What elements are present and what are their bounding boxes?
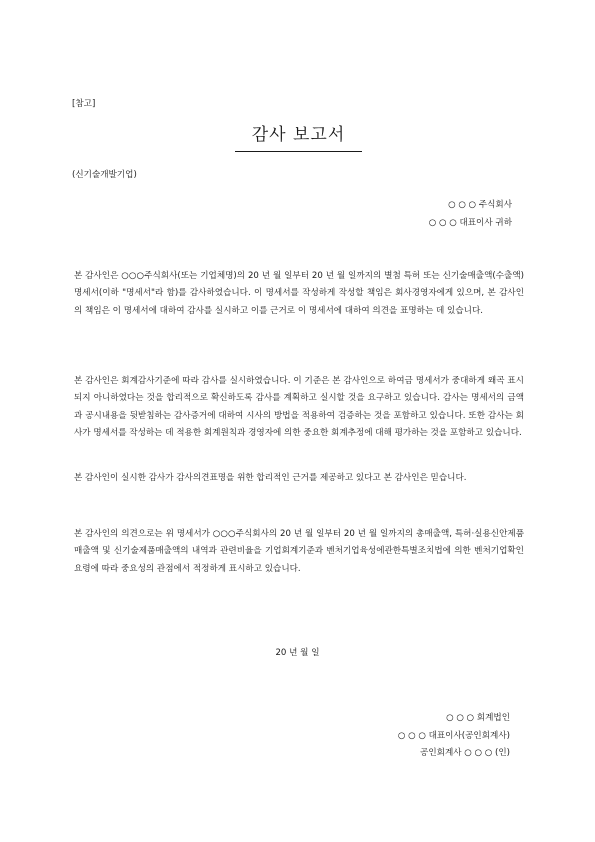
reference-label: [참고] [72, 99, 96, 109]
addressee-ceo: ○ ○ ○ 대표이사 귀하 [428, 218, 512, 228]
paragraph-reasonable-basis: 본 감사인이 실시한 감사가 감사의견표명을 위한 합리적인 근거를 제공하고 있다고 본 감사인은 믿습니다. [74, 473, 467, 483]
paragraph-scope: 본 감사인은 ○○○주식회사(또는 기업체명)의 20 년 월 일부터 20 년 월 일까지의 별첨 특허 또는 신기술매출액(수출액)명세서(이하 "명세서"라 함)를 감사하였습니다. 이 명세서를 작성하게 작성할 책임은 회사경영자에게 있으며, 본 감사인의 책임은 이 명세서에 대하여 감사를 실시하고 이를 근거로 이 명세서에 대하여 의견을 표명하는 데 있습니다. [74, 271, 524, 316]
paragraph-audit-standards: 본 감사인은 회계감사기준에 따라 감사를 실시하였습니다. 이 기준은 본 감사인으로 하여금 명세서가 중대하게 왜곡 표시되지 아니하였다는 것을 합리적으로 확신하도록 감사를 계획하고 실시할 것을 요구하고 있습니다. 감사는 명세서의 금액과 공시내용을 뒷받침하는 감사증거에 대하여 시사의 방법을 적용하여 검증하는 것을 포함하고 있습니다. 또한 감사는 회사가 명세서를 작성하는 데 적용한 회계원칙과 경영자에 의한 중요한 회계추정에 대해 평가하는 것을 포함하고 있습니다. [74, 376, 524, 438]
report-date: 20 년 월 일 [275, 648, 320, 658]
signer-accountant: 공인회계사 ○ ○ ○ (인) [420, 748, 510, 758]
addressee-company: ○ ○ ○ 주식회사 [448, 200, 512, 210]
signer-representative: ○ ○ ○ 대표이사(공인회계사) [397, 731, 510, 741]
signer-firm: ○ ○ ○ 회계법인 [446, 713, 510, 723]
company-type-label: (신기술개발기업) [72, 170, 137, 180]
paragraph-opinion: 본 감사인의 의견으로는 위 명세서가 ○○○주식회사의 20 년 월 일부터 20 년 월 일까지의 총매출액, 특허·실용신안제품매출액 및 신기술제품매출액의 내역과 관련비율을 기업회계기준과 벤처기업육성에관한특별조치법에 의한 벤처기업확인요령에 따라 중요성의 관점에서 적정하게 표시하고 있습니다. [74, 529, 524, 574]
document-title: 감사 보고서 [235, 120, 362, 152]
